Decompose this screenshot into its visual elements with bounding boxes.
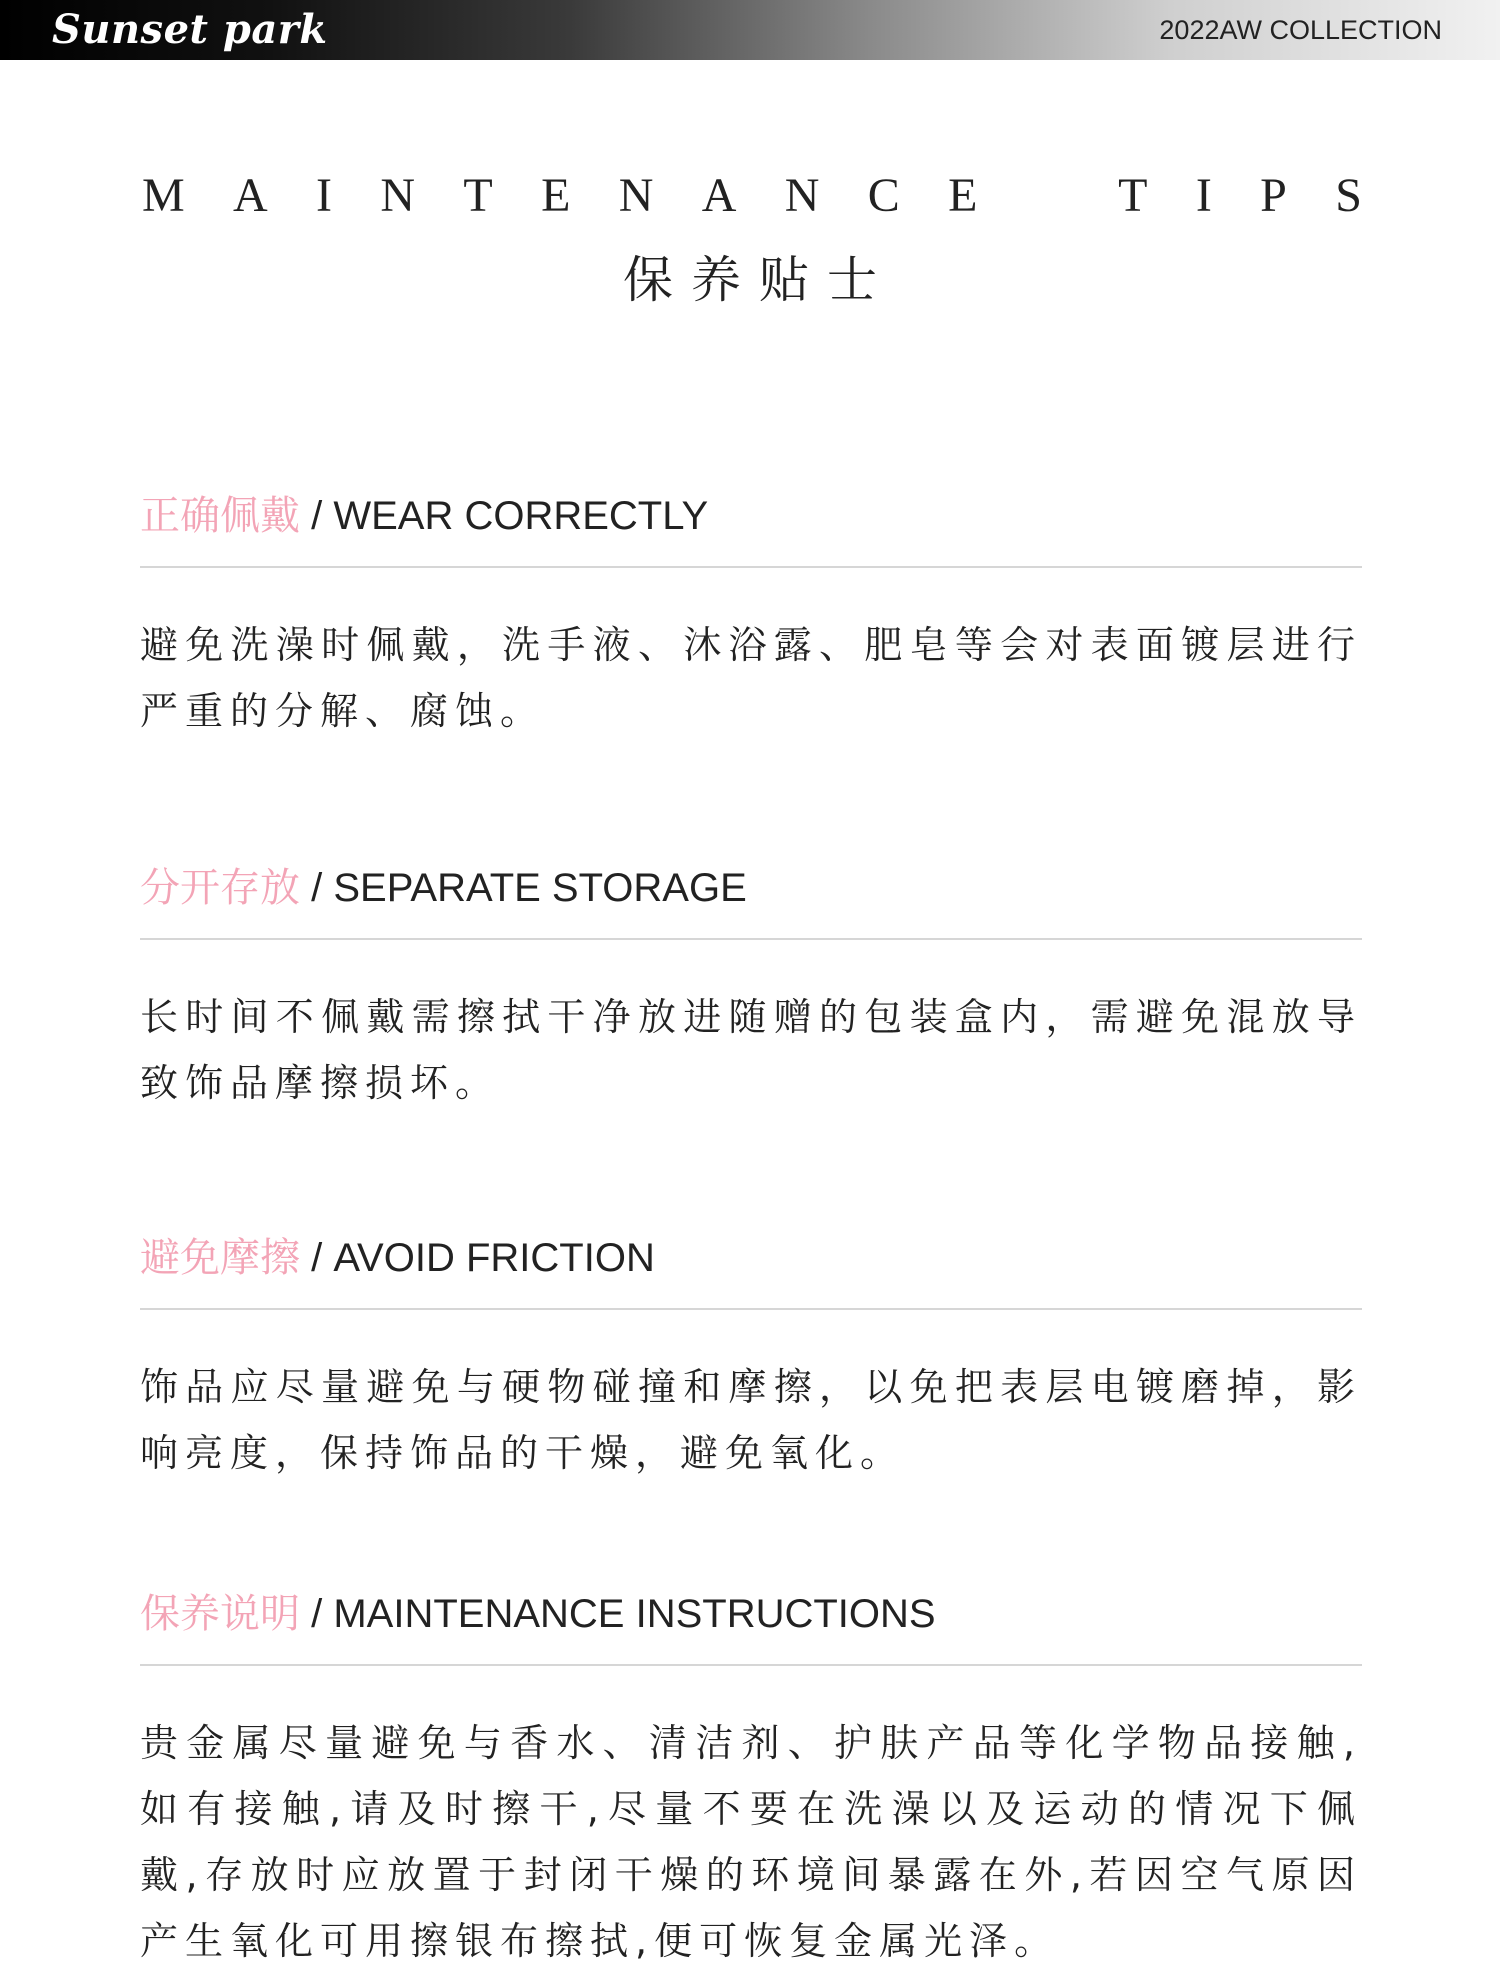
page-title-en xyxy=(142,168,1362,224)
title-letter: N xyxy=(380,169,416,222)
divider xyxy=(140,938,1362,940)
title-letter: A xyxy=(233,169,268,222)
section-title-en: / SEPARATE STORAGE xyxy=(300,866,747,910)
section-title-cn: 保养说明 xyxy=(140,1591,300,1637)
title-letter: C xyxy=(867,169,900,222)
section-maintenance-instructions xyxy=(140,1590,1362,1974)
divider xyxy=(140,1664,1362,1666)
title-letter: M xyxy=(142,169,185,222)
header-bar xyxy=(0,0,1500,60)
section-body: 贵金属尽量避免与香水、清洁剂、护肤产品等化学物品接触,如有接触,请及时擦干,尽量不要在洗澡以及运动的情况下佩戴,存放时应放置于封闭干燥的环境间暴露在外,若因空气原因产生氧化可用擦银布擦拭,便可恢复金属光泽。 xyxy=(140,1721,1362,1963)
brand-logo: Sunset park xyxy=(52,6,328,53)
section-wear-correctly xyxy=(140,492,1362,744)
section-body: 饰品应尽量避免与硬物碰撞和摩擦，以免把表层电镀磨掉，影响亮度，保持饰品的干燥，避免氧化。 xyxy=(140,1365,1362,1475)
section-title-cn: 正确佩戴 xyxy=(140,493,300,539)
section-heading xyxy=(140,864,1362,912)
title-letter: N xyxy=(618,169,654,222)
divider xyxy=(140,566,1362,568)
title-letter: S xyxy=(1335,169,1362,222)
title-letter: E xyxy=(948,169,978,222)
collection-label: 2022AW COLLECTION xyxy=(1159,15,1442,45)
title-letter: I xyxy=(1195,169,1212,222)
section-body: 避免洗澡时佩戴，洗手液、沐浴露、肥皂等会对表面镀层进行严重的分解、腐蚀。 xyxy=(140,623,1362,733)
title-letter: I xyxy=(316,169,333,222)
section-title-cn: 分开存放 xyxy=(140,865,300,911)
title-letter: A xyxy=(701,169,737,222)
section-separate-storage xyxy=(140,864,1362,1116)
section-avoid-friction xyxy=(140,1234,1362,1486)
title-letter: T xyxy=(463,169,493,222)
section-heading xyxy=(140,1234,1362,1282)
title-letter: E xyxy=(541,169,571,222)
section-title-en: / AVOID FRICTION xyxy=(300,1236,655,1280)
section-title-en: / WEAR CORRECTLY xyxy=(300,494,709,538)
section-title-cn: 避免摩擦 xyxy=(140,1235,300,1281)
title-letter: N xyxy=(784,169,820,222)
divider xyxy=(140,1308,1362,1310)
title-letter: P xyxy=(1260,169,1287,222)
section-heading xyxy=(140,492,1362,540)
section-title-en: / MAINTENANCE INSTRUCTIONS xyxy=(300,1592,936,1636)
title-word-gap xyxy=(1026,168,1070,224)
section-body: 长时间不佩戴需擦拭干净放进随赠的包装盒内，需避免混放导致饰品摩擦损坏。 xyxy=(140,995,1362,1105)
page-title-cn: 保养贴士 xyxy=(623,251,895,309)
title-letter: T xyxy=(1118,169,1148,222)
section-heading xyxy=(140,1590,1362,1638)
